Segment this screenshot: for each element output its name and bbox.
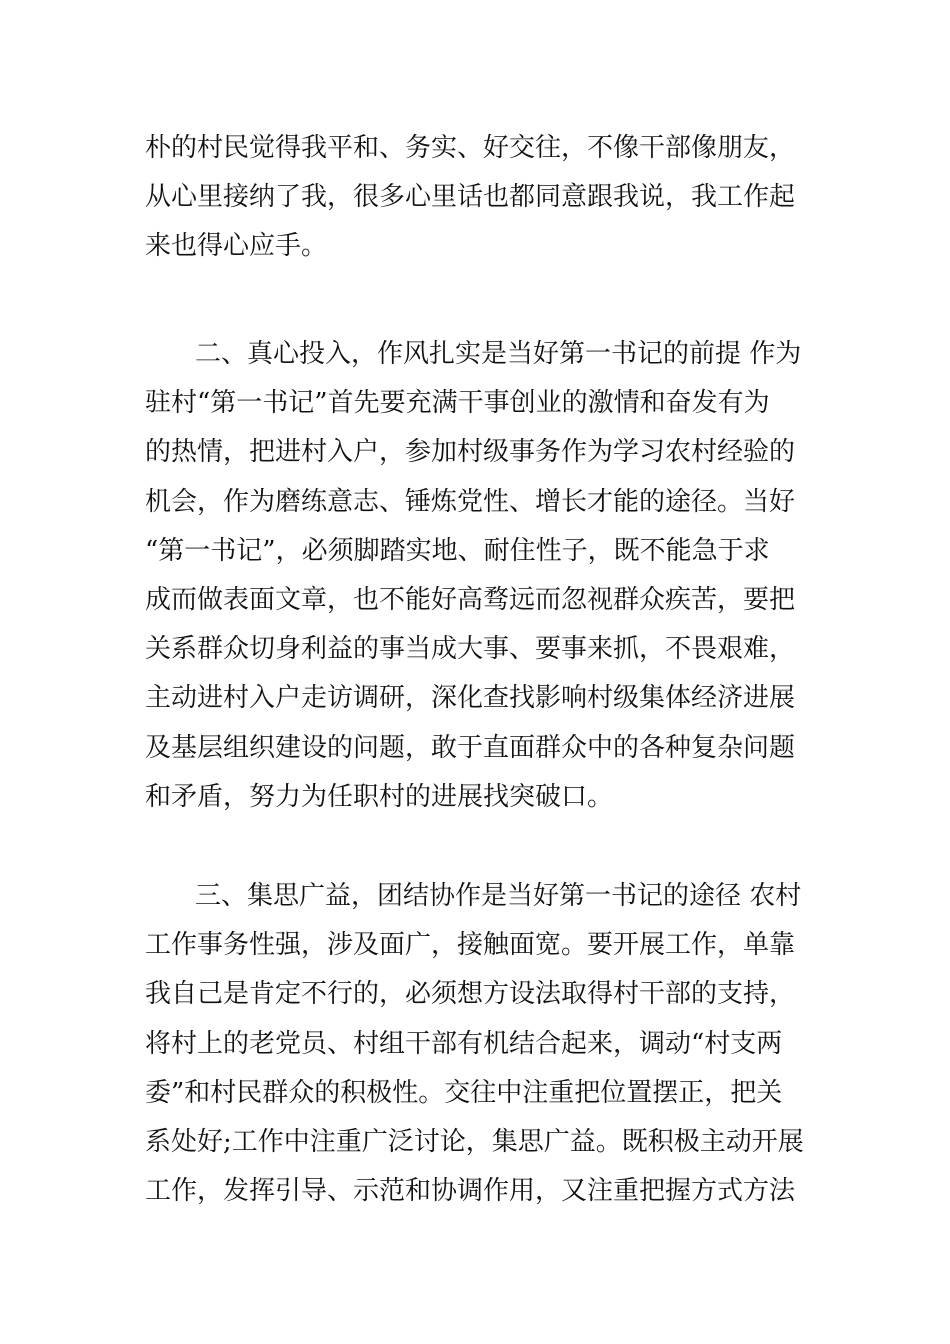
paragraph-line: 成而做表面文章，也不能好高骛远而忽视群众疾苦，要把 — [145, 584, 796, 615]
paragraph-line: 的热情，把进村入户，参加村级事务作为学习农村经验的 — [145, 437, 796, 468]
paragraph-heading-line: 三、集思广益，团结协作是当好第一书记的途径 农村 — [195, 881, 802, 911]
paragraph-line: 机会，作为磨练意志、锤炼党性、增长才能的途径。当好 — [145, 486, 796, 517]
paragraph-line: 主动进村入户走访调研，深化查找影响村级集体经济进展 — [145, 683, 796, 714]
paragraph-line: 将村上的老党员、村组干部有机结合起来，调动“村支两 — [145, 1028, 783, 1059]
paragraph-line: 关系群众切身利益的事当成大事、要事来抓，不畏艰难， — [145, 634, 796, 665]
paragraph-heading-line: 二、真心投入，作风扎实是当好第一书记的前提 作为 — [195, 339, 802, 369]
paragraph-3 — [145, 872, 815, 1216]
paragraph-line: 工作，发挥引导、示范和协调作用，又注重把握方式方法 — [145, 1176, 796, 1207]
paragraph-line: “第一书记”，必须脚踏实地、耐住性子，既不能急于求 — [145, 535, 770, 566]
paragraph-line: 及基层组织建设的问题，敢于直面群众中的各种复杂问题 — [145, 732, 796, 763]
paragraph-line: 驻村“第一书记”首先要充满干事创业的激情和奋发有为 — [145, 388, 770, 419]
paragraph-line: 委”和村民群众的积极性。交往中注重把位置摆正，把关 — [145, 1077, 783, 1108]
paragraph-line: 我自己是肯定不行的，必须想方设法取得村干部的支持， — [145, 979, 796, 1010]
paragraph-line: 工作事务性强，涉及面广，接触面宽。要开展工作，单靠 — [145, 930, 796, 961]
paragraph-line: 系处好;工作中注重广泛讨论，集思广益。既积极主动开展 — [145, 1126, 804, 1157]
paragraph-line: 从心里接纳了我，很多心里话也都同意跟我说，我工作起 — [145, 182, 796, 213]
paragraph-2 — [145, 330, 815, 822]
paragraph-line: 和矛盾，努力为任职村的进展找突破口。 — [145, 781, 614, 812]
paragraph-1 — [145, 124, 815, 272]
paragraph-line: 来也得心应手。 — [145, 231, 328, 262]
paragraph-line: 朴的村民觉得我平和、务实、好交往，不像干部像朋友， — [145, 133, 796, 163]
